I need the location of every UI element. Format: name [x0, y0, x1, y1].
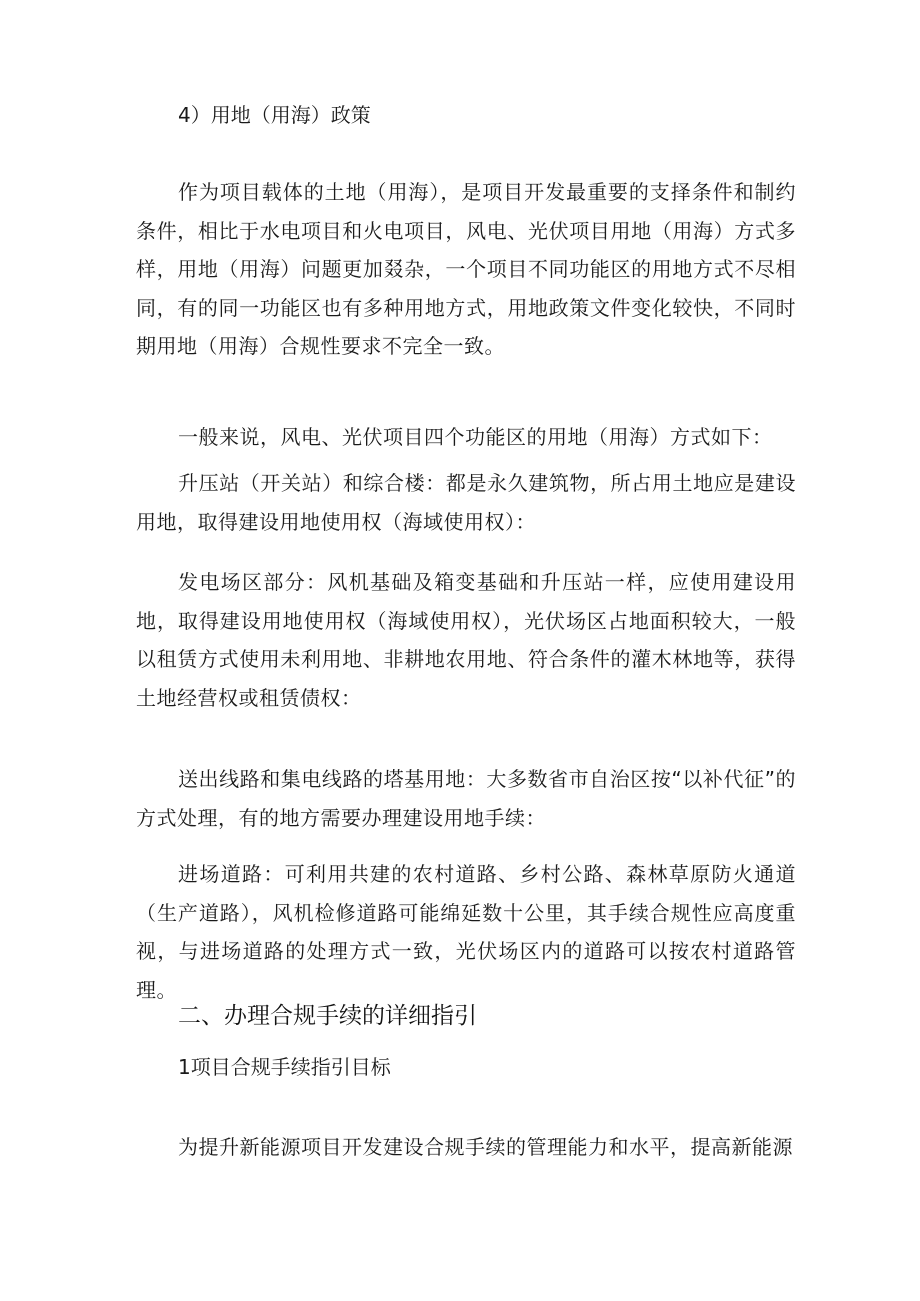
- paragraph-land-overview: 作为项目载体的土地（用海），是项目开发最重要的支择条件和制约条件，相比于水电项目和火电项目，风电、光伏项目用地（用海）方式多样，用地（用海）问题更加叕杂，一个项目不同功能区的用地方式不尽相同，有的同一功能区也有多种用地方式，用地政策文件变化较快，不同时期用地（用海）合规性要求不完全一致。: [136, 180, 796, 358]
- paragraph-generation-area-land: 发电场区部分：风机基础及箱变基础和升压站一样，应使用建设用地，取得建设用地使用权（海域使用权），光伏场区占地面积较大，一般以租赁方式使用未利用地、非耕地农用地、符合条件的灌木林地等，获得土地经营权或租赁债权：: [136, 570, 796, 710]
- subsection-heading-guide-goal: 1项目合规手续指引目标: [178, 1055, 391, 1079]
- paragraph-land-modes-intro: 一般来说，风电、光伏项目四个功能区的用地（用海）方式如下：: [178, 425, 773, 449]
- paragraph-guide-goal-text: 为提升新能源项目开发建设合规手续的管理能力和水平，提高新能源: [178, 1135, 793, 1159]
- paragraph-access-road-land: 进场道路：可利用共建的农村道路、乡村公路、森林草原防火通道（生产道路），风机检修道路可能绵延数十公里，其手续合规性应高度重视，与进场道路的处理方式一致，光伏场区内的道路可以按农村道路管理。: [136, 862, 796, 1002]
- paragraph-transmission-line-land: 送出线路和集电线路的塔基用地：大多数省市自治区按“以补代征”的方式处理，有的地方需要办理建设用地手续：: [136, 767, 796, 830]
- paragraph-substation-land: 升压站（开关站）和综合楼：都是永久建筑物，所占用土地应是建设用地，取得建设用地使用权（海域使用权）：: [136, 471, 796, 534]
- section-heading-compliance-guide: 二、办理合规手续的详细指引: [178, 1003, 477, 1029]
- subsection-heading-land-policy: 4）用地（用海）政策: [178, 103, 371, 127]
